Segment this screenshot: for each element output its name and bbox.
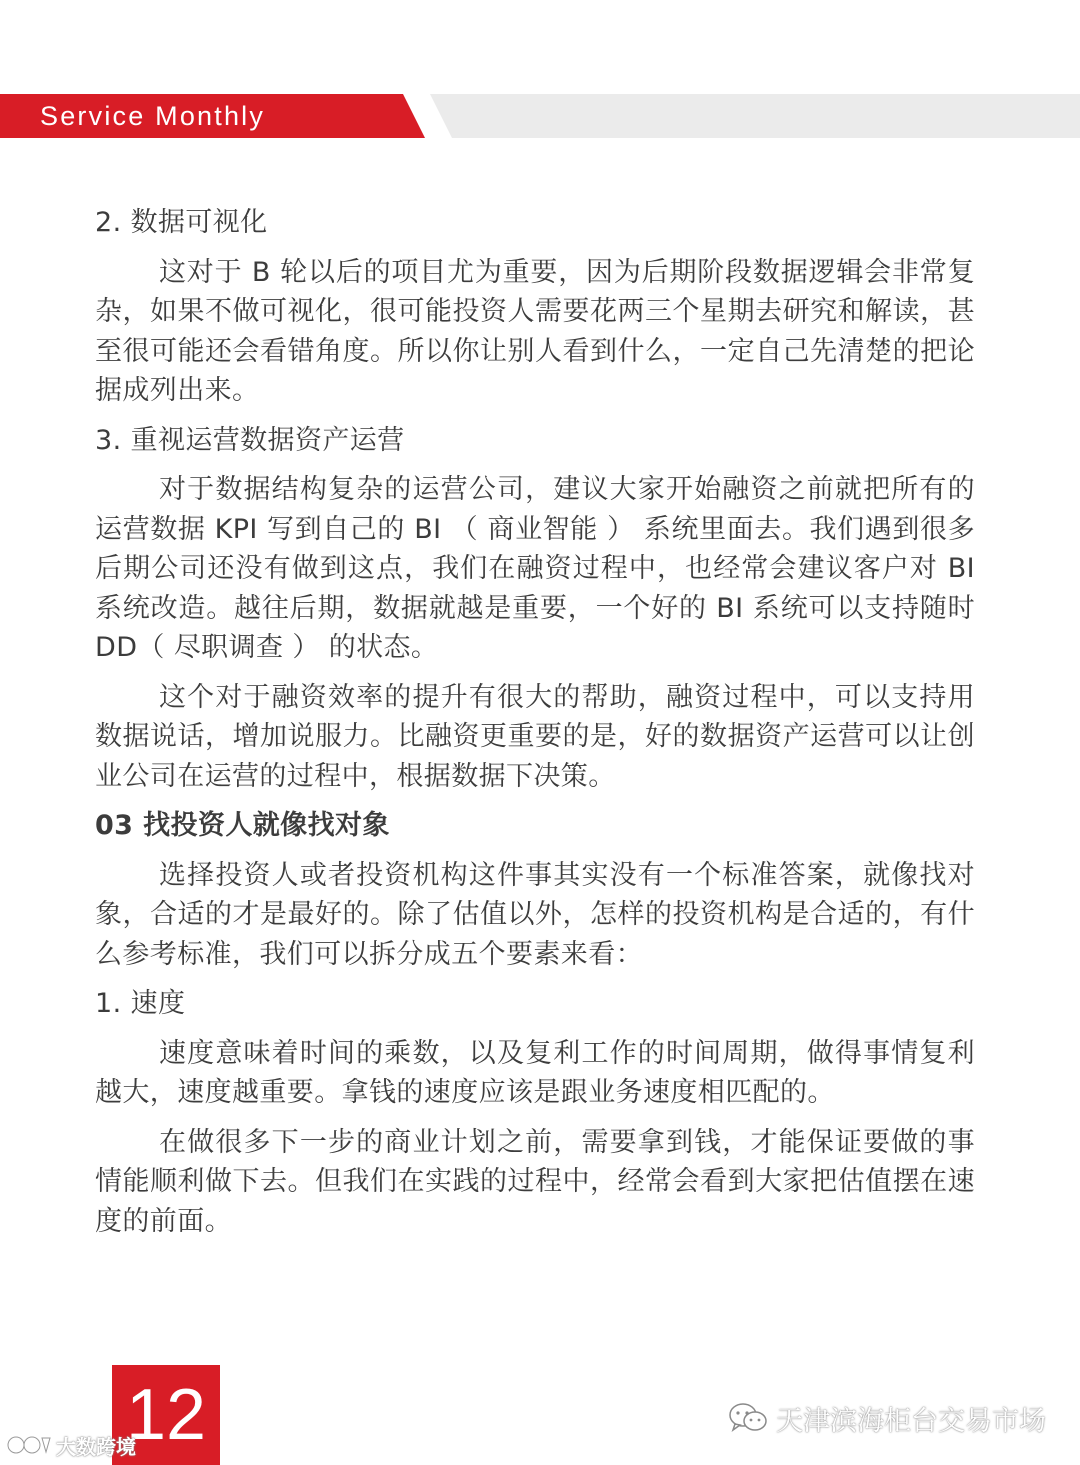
header-grey-bar <box>430 94 1080 138</box>
paragraph: 这对于 B 轮以后的项目尤为重要，因为后期阶段数据逻辑会非常复杂，如果不做可视化，很可能投资人需要花两三个星期去研究和解读，甚至很可能还会看错角度。所以你让别人看到什么，一定自己先清楚的把论据成列出来。 <box>95 256 975 406</box>
paragraph: 对于数据结构复杂的运营公司，建议大家开始融资之前就把所有的运营数据 KPI 写到自己的 BI （ 商业智能 ） 系统里面去。我们遇到很多后期公司还没有做到这点，我们在融资过程中，也经常会建议客户对 BI 系统改造。越往后期，数据就越是重要，一个好的 BI 系统可以支持随时 DD（ 尽职调查 ） 的状态。 <box>95 474 975 663</box>
subheading: 1. 速度 <box>95 988 186 1019</box>
paragraph: 选择投资人或者投资机构这件事其实没有一个标准答案，就像找对象，合适的才是最好的。除了估值以外，怎样的投资机构是合适的，有什么参考标准，我们可以拆分成五个要素来看： <box>95 859 975 970</box>
wechat-icon <box>728 1401 768 1435</box>
paragraph: 这个对于融资效率的提升有很大的帮助，融资过程中，可以支持用数据说话，增加说服力。比融资更重要的是，好的数据资产运营可以让创业公司在运营的过程中，根据数据下决策。 <box>95 681 975 792</box>
watermark-left-text: 大数跨境 <box>56 1434 136 1459</box>
subheading: 3. 重视运营数据资产运营 <box>95 424 405 456</box>
header-band <box>0 94 1080 138</box>
section-heading: 03 找投资人就像找对象 <box>95 810 390 841</box>
publication-title: Service Monthly <box>40 101 266 131</box>
page-number: 12 <box>125 1375 207 1455</box>
watermark-logo-icon <box>6 1432 52 1458</box>
watermark-left <box>6 1428 136 1462</box>
paragraph: 速度意味着时间的乘数，以及复利工作的时间周期，做得事情复利越大，速度越重要。拿钱的速度应该是跟业务速度相匹配的。 <box>95 1037 975 1108</box>
article-body <box>95 203 975 1251</box>
watermark-right-text: 天津滨海柜台交易市场 <box>776 1405 1046 1437</box>
watermark-right <box>728 1398 1046 1438</box>
subheading: 2. 数据可视化 <box>95 207 268 238</box>
paragraph: 在做很多下一步的商业计划之前，需要拿到钱，才能保证要做的事情能顺利做下去。但我们在实践的过程中，经常会看到大家把估值摆在速度的前面。 <box>95 1126 975 1237</box>
